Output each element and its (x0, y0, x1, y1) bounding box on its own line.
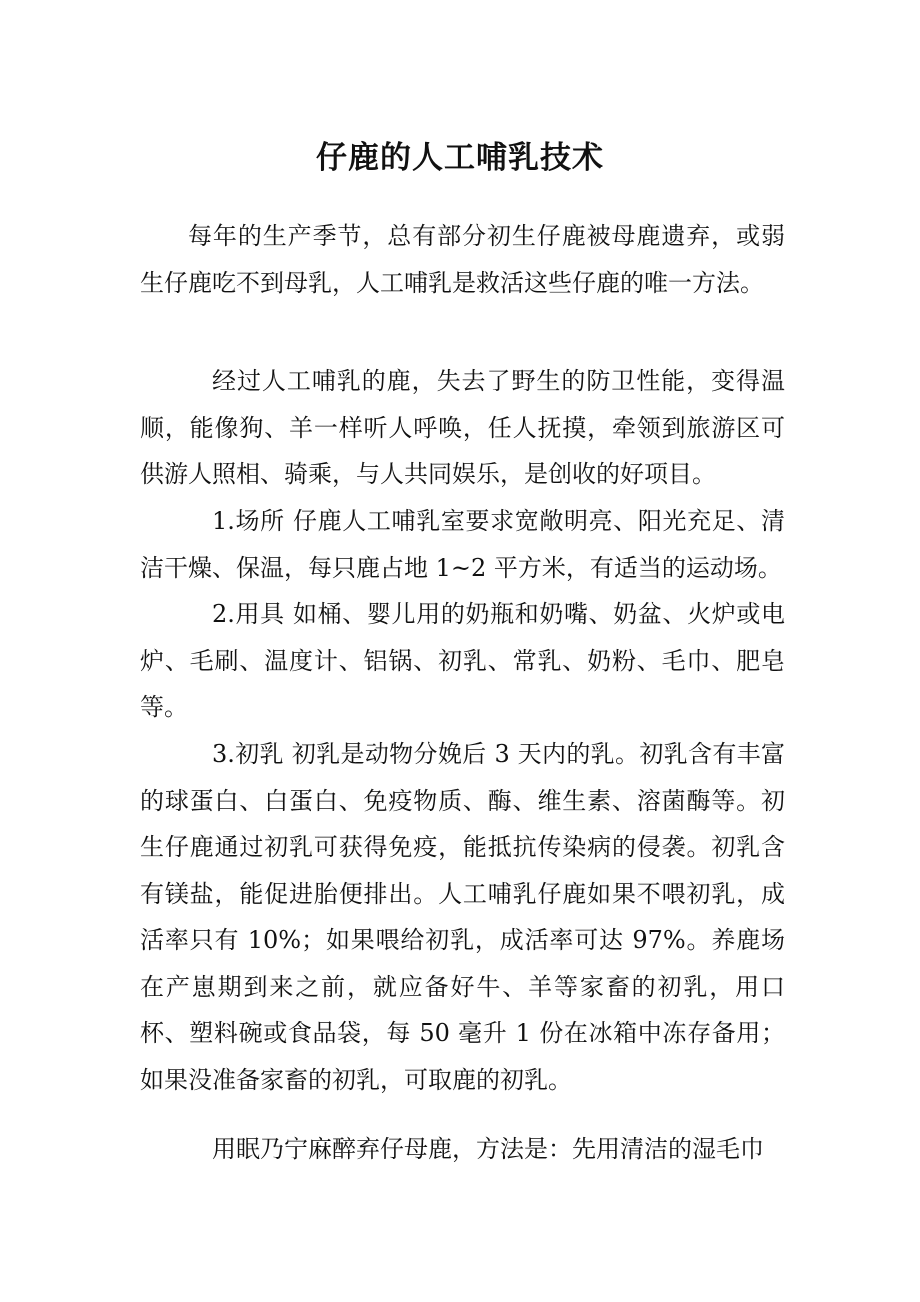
paragraph-colostrum: 3.初乳 初乳是动物分娩后 3 天内的乳。初乳含有丰富的球蛋白、白蛋白、免疫物质、酶、维生素、溶菌酶等。初生仔鹿通过初乳可获得免疫，能抵抗传染病的侵袭。初乳含有镁盐，能促进胎便排出。人工哺乳仔鹿如果不喂初乳，成活率只有 10%；如果喂给初乳，成活率可达 97%。养鹿场在产崽期到来之前，就应备好牛、羊等家畜的初乳，用口杯、塑料碗或食品袋，每 50 毫升 1 份在冰箱中冻存备用；如果没准备家畜的初乳，可取鹿的初乳。 (140, 740, 785, 1094)
paragraph-anesthesia: 用眠乃宁麻醉弃仔母鹿，方法是：先用清洁的湿毛巾 (212, 1135, 764, 1163)
paragraph-intro: 每年的生产季节，总有部分初生仔鹿被母鹿遗弃，或弱生仔鹿吃不到母乳，人工哺乳是救活这些仔鹿的唯一方法。 (140, 222, 785, 297)
paragraph-tools: 2.用具 如桶、婴儿用的奶瓶和奶嘴、奶盆、火炉或电炉、毛刷、温度计、铝锅、初乳、常乳、奶粉、毛巾、肥皂等。 (140, 600, 785, 721)
document-title: 仔鹿的人工哺乳技术 (316, 139, 604, 176)
paragraph-site: 1.场所 仔鹿人工哺乳室要求宽敞明亮、阳光充足、清洁干燥、保温，每只鹿占地 1~2 平方米，有适当的运动场。 (140, 507, 785, 582)
paragraph-tameness: 经过人工哺乳的鹿，失去了野生的防卫性能，变得温顺，能像狗、羊一样听人呼唤，任人抚摸，牵领到旅游区可供游人照相、骑乘，与人共同娱乐，是创收的好项目。 (140, 367, 785, 488)
